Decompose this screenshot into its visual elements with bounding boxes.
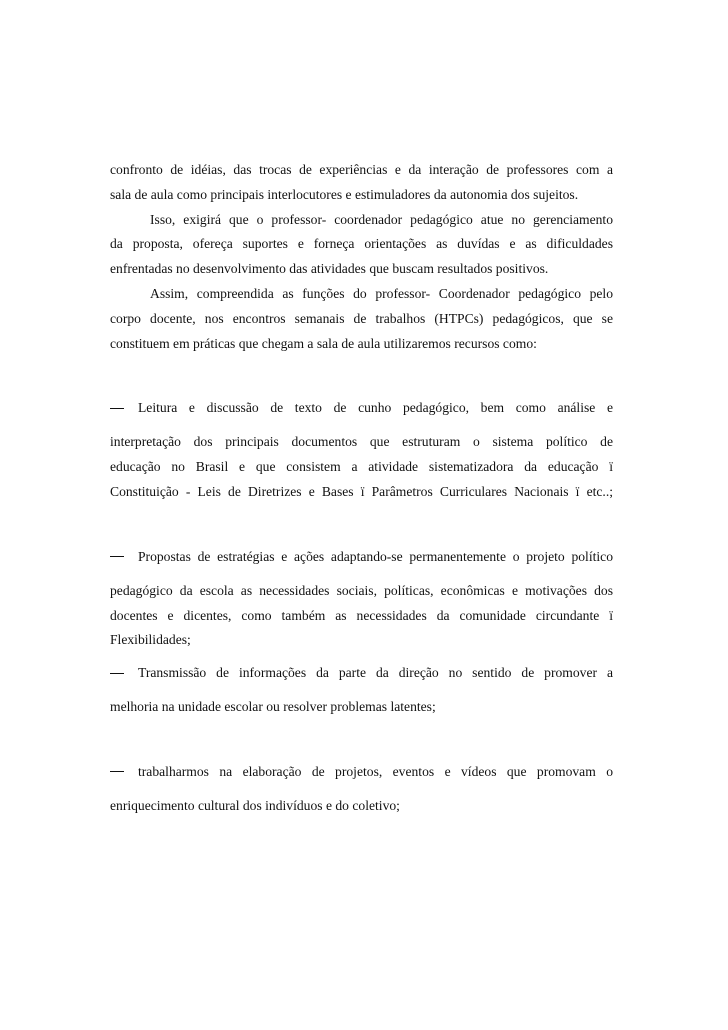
text-line: interpretação dos principais documentos que estruturam o sistema político de [110,434,613,450]
bullet-item [110,758,613,819]
text-line: educação no Brasil e que consistem a atividade sistematizadora da educação ï [110,459,613,475]
text-line: constituem em práticas que chegam a sala de aula utilizaremos recursos como: [110,335,537,351]
bullet-item [110,543,613,653]
text-line: Assim, compreendida as funções do professor- Coordenador pedagógico pelo [150,285,613,301]
dash-bullet-icon [110,673,124,674]
text-line: melhoria na unidade escolar ou resolver problemas latentes; [110,699,436,715]
document-page [110,158,613,819]
text-line: confronto de idéias, das trocas de experiências e da interação de professores com a [110,162,613,177]
text-line: corpo docente, nos encontros semanais de trabalhos (HTPCs) pedagógicos, que se [110,310,613,326]
paragraph-2 [110,208,613,282]
paragraph-3 [110,282,613,356]
dash-bullet-icon [110,556,124,557]
bullet-text: Transmissão de informações da parte da direção no sentido de promover a [138,665,613,681]
text-line: pedagógico da escola as necessidades sociais, políticas, econômicas e motivações dos [110,582,613,598]
dash-bullet-icon [110,771,124,772]
text-line: Isso, exigirá que o professor- coordenador pedagógico atue no gerenciamento [150,211,613,227]
text-line: docentes e dicentes, como também as necessidades da comunidade circundante ï [110,607,613,623]
text-line: Constituição - Leis de Diretrizes e Bases ï Parâmetros Curriculares Nacionais ï etc..; [110,483,613,499]
bullet-text: Propostas de estratégias e ações adaptando-se permanentemente o projeto político [138,548,613,564]
bullet-item [110,659,613,720]
text-line: enfrentadas no desenvolvimento das atividades que buscam resultados positivos. [110,261,549,277]
text-line: enriquecimento cultural dos indivíduos e do coletivo; [110,797,400,813]
text-line: da proposta, ofereça suportes e forneça orientações as duvídas e as dificuldades [110,236,613,252]
bullet-text: trabalharmos na elaboração de projetos, eventos e vídeos que promovam o [138,763,613,779]
paragraph-1 [110,158,613,208]
bullet-item [110,394,613,504]
dash-bullet-icon [110,408,124,409]
bullet-text: Leitura e discussão de texto de cunho pedagógico, bem como análise e [138,400,613,416]
text-line: Flexibilidades; [110,632,191,648]
text-line: sala de aula como principais interlocutores e estimuladores da autonomia dos sujeitos. [110,186,579,202]
